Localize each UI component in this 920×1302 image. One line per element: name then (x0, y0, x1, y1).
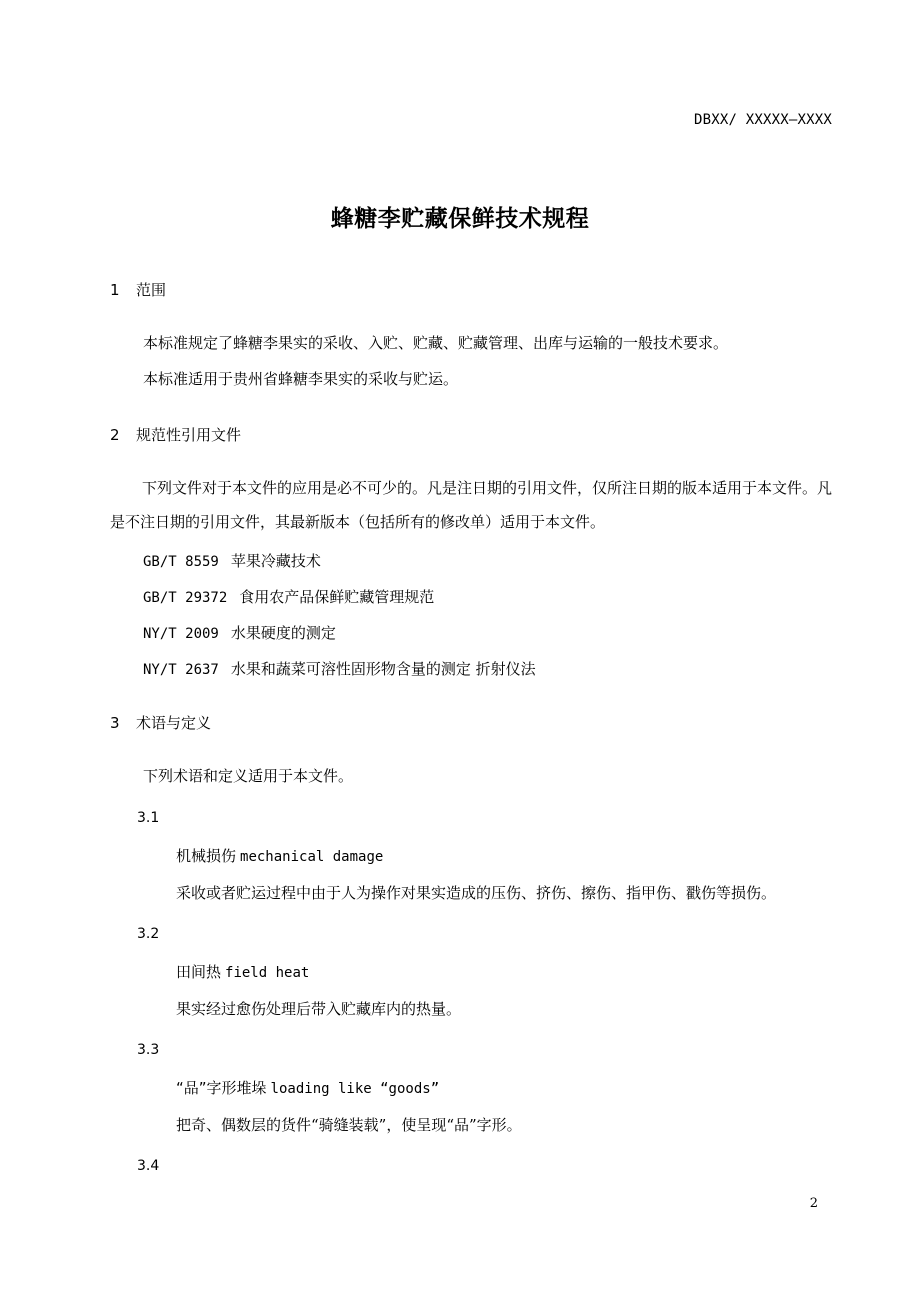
reference-title: 苹果冷藏技术 (230, 552, 321, 570)
section-3-intro: 下列术语和定义适用于本文件。 (143, 767, 354, 785)
section-title: 术语与定义 (136, 714, 212, 732)
term-definition: 把奇、偶数层的货件“骑缝装载”，使呈现“品”字形。 (176, 1116, 522, 1134)
section-2-intro: 下列文件对于本文件的应用是必不可少的。凡是注日期的引用文件，仅所注日期的版本适用于本文件。凡是不注日期的引用文件，其最新版本（包括所有的修改单）适用于本文件。 (110, 479, 833, 531)
term-name (176, 845, 383, 866)
section-3-heading (110, 712, 211, 733)
section-2-heading (110, 424, 241, 445)
section-1-paragraph-2: 本标准适用于贵州省蜂糖李果实的采收与贮运。 (143, 370, 459, 388)
section-1-paragraph-1: 本标准规定了蜂糖李果实的采收、入贮、贮藏、贮藏管理、出库与运输的一般技术要求。 (143, 334, 729, 352)
document-code: DBXX/ XXXXX—XXXX (693, 112, 832, 128)
reference-item (143, 586, 434, 607)
term-name-zh: 田间热 (176, 963, 222, 981)
term-definition: 果实经过愈伤处理后带入贮藏库内的热量。 (176, 1000, 462, 1018)
reference-title: 食用农产品保鲜贮藏管理规范 (239, 588, 435, 606)
term-definition: 采收或者贮运过程中由于人为操作对果实造成的压伤、挤伤、擦伤、指甲伤、戳伤等损伤。 (176, 884, 777, 902)
section-number: 2 (110, 426, 120, 444)
term-name-zh: 机械损伤 (176, 847, 237, 865)
section-title: 规范性引用文件 (136, 426, 242, 444)
reference-item (143, 658, 536, 679)
reference-title: 水果硬度的测定 (230, 624, 336, 642)
section-1-heading (110, 279, 166, 300)
reference-code: GB/T 29372 (143, 590, 228, 606)
term-name-en: field heat (225, 965, 310, 981)
reference-code: NY/T 2637 (143, 662, 219, 678)
term-name-en: mechanical damage (240, 849, 384, 865)
section-number: 1 (110, 281, 120, 299)
term-number: 3.3 (137, 1042, 160, 1058)
term-number: 3.2 (137, 926, 160, 942)
reference-item (143, 622, 336, 643)
term-number: 3.1 (137, 810, 160, 826)
page-number: 2 (809, 1196, 818, 1211)
reference-code: GB/T 8559 (143, 554, 219, 570)
section-number: 3 (110, 714, 120, 732)
reference-title: 水果和蔬菜可溶性固形物含量的测定 折射仪法 (230, 660, 536, 678)
term-number: 3.4 (137, 1158, 160, 1174)
term-name (176, 1077, 439, 1098)
reference-item (143, 550, 321, 571)
reference-code: NY/T 2009 (143, 626, 219, 642)
section-title: 范围 (136, 281, 167, 299)
term-name-zh: “品”字形堆垛 (176, 1079, 267, 1097)
document-title: 蜂糖李贮藏保鲜技术规程 (330, 206, 590, 232)
term-name-en: loading like “goods” (270, 1081, 440, 1097)
term-name (176, 961, 309, 982)
